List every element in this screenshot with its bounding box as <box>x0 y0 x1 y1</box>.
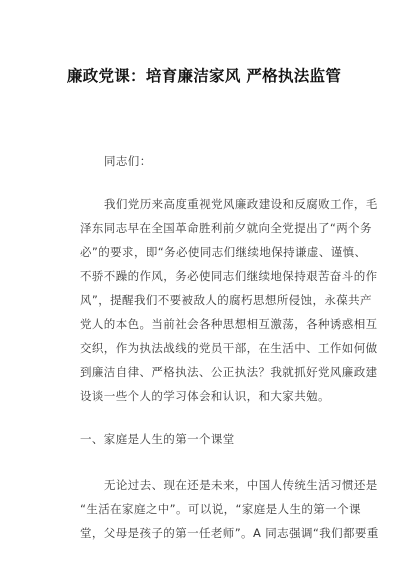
paragraph1-line-2: 泽东同志早在全国革命胜利前夕就向全党提出了“两个务 <box>80 221 372 235</box>
paragraph1-line-1: 我们党历来高度重视党风廉政建设和反腐败工作，毛 <box>104 197 378 211</box>
paragraph2-line-3: 堂，父母是孩子的第一任老师”。A 同志强调“我们都要重 <box>80 526 379 540</box>
paragraph1-line-4: 不骄不躁的作风，务必使同志们继续地保持艰苦奋斗的作 <box>80 269 378 283</box>
paragraph2-line-2: “生活在家庭之中”。可以说，“家庭是人生的第一个课 <box>80 502 361 516</box>
paragraph1-line-5: 风”，提醒我们不要被敌人的腐朽思想所侵蚀，永葆共产 <box>80 293 372 307</box>
greeting-line: 同志们： <box>104 154 152 168</box>
paragraph1-line-3: 必”的要求，即“务必使同志们继续地保持谦虚、谨慎、 <box>80 245 367 259</box>
paragraph1-line-8: 到廉洁自律、严格执法、公正执法？我就抓好党风廉政建 <box>80 365 378 379</box>
paragraph1-line-6: 党人的本色。当前社会各种思想相互激荡，各种诱惑相互 <box>80 317 378 331</box>
paragraph1-line-7: 交织，作为执法战线的党员干部，在生活中、工作如何做 <box>80 341 378 355</box>
section1-heading: 一、家庭是人生的第一个课堂 <box>80 432 235 446</box>
paragraph2-line-1: 无论过去、现在还是未来，中国人传统生活习惯还是 <box>104 478 378 492</box>
paragraph1-line-9: 设谈一些个人的学习体会和认识，和大家共勉。 <box>80 389 330 403</box>
document-title: 廉政党课：培育廉洁家风 严格执法监管 <box>66 66 342 85</box>
